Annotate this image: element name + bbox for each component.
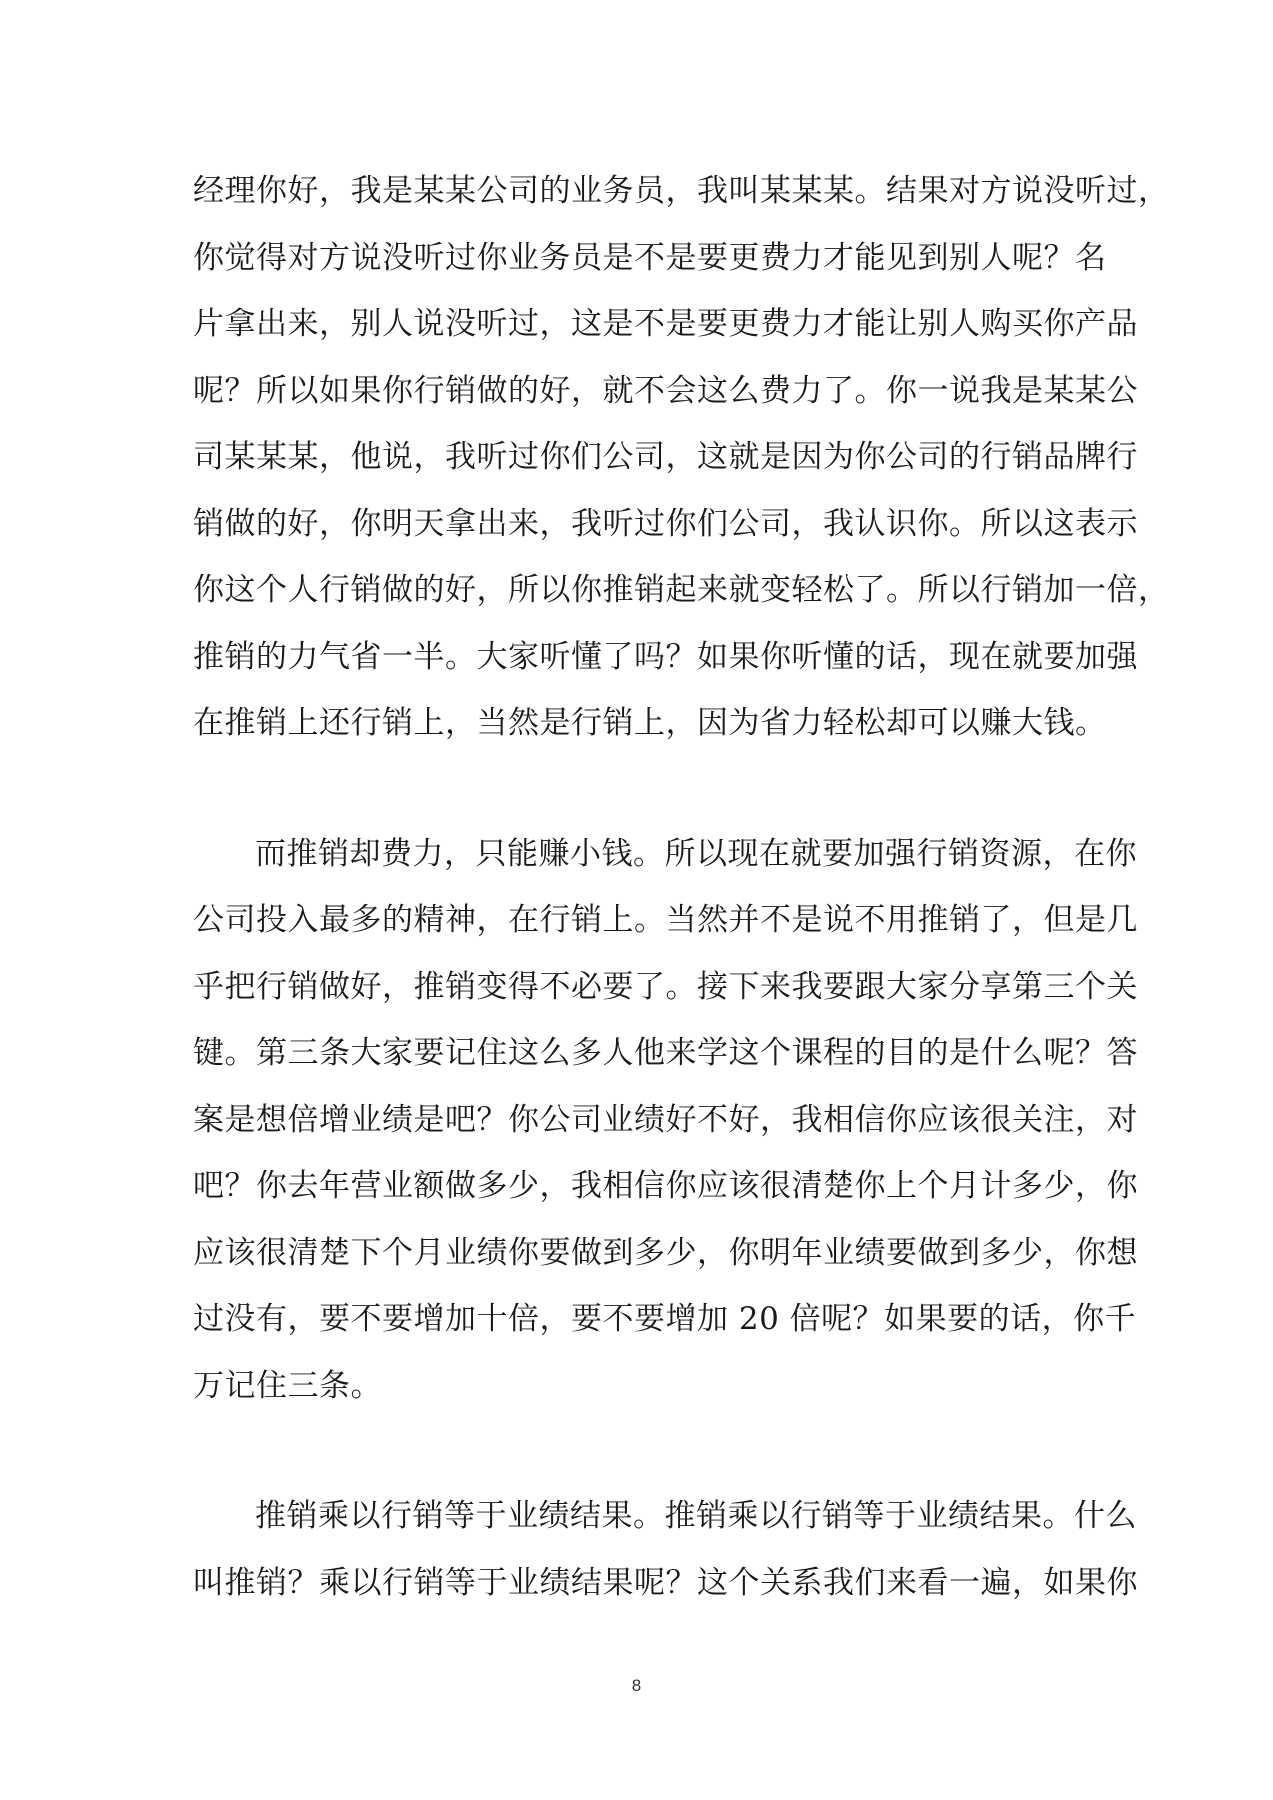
- paragraph-spacer: [193, 757, 1085, 821]
- text-line: 司某某某，他说，我听过你们公司，这就是因为你公司的行销品牌行: [193, 439, 1138, 475]
- page-number: 8: [631, 1676, 642, 1695]
- text-line: 键。第三条大家要记住这么多人他来学这个课程的目的是什么呢？答: [193, 1035, 1138, 1071]
- text-line: 而推销却费力，只能赚小钱。所以现在就要加强行销资源，在你: [255, 835, 1137, 872]
- text-line: 推销乘以行销等于业绩结果。推销乘以行销等于业绩结果。什么: [255, 1498, 1137, 1534]
- text-line: 叫推销？乘以行销等于业绩结果呢？这个关系我们来看一遍，如果你: [193, 1564, 1138, 1601]
- paragraph-1: [193, 158, 1170, 757]
- text-line: 万记住三条。: [193, 1367, 382, 1404]
- text-line: 吧？你去年营业额做多少，我相信你应该很清楚你上个月计多少，你: [193, 1168, 1138, 1204]
- text-line: 案是想倍增业绩是吧？你公司业绩好不好，我相信你应该很关注，对: [193, 1101, 1138, 1138]
- text-line: 呢？所以如果你行销做的好，就不会这么费力了。你一说我是某某公: [193, 372, 1138, 409]
- text-line: 乎把行销做好，推销变得不必要了。接下来我要跟大家分享第三个关: [193, 968, 1138, 1005]
- paragraph-2: [193, 821, 1138, 1420]
- text-line: 过没有，要不要增加十倍，要不要增加 20 倍呢？如果要的话，你千: [193, 1301, 1137, 1337]
- paragraph-3: [193, 1483, 1138, 1616]
- document-body: [193, 158, 1170, 1616]
- text-line: 销做的好，你明天拿出来，我听过你们公司，我认识你。所以这表示: [193, 505, 1138, 542]
- text-line: 在推销上还行销上，当然是行销上，因为省力轻松却可以赚大钱。: [193, 705, 1107, 741]
- text-line: 片拿出来，别人说没听过，这是不是要更费力才能让别人购买你产品: [193, 306, 1138, 342]
- text-line: 公司投入最多的精神，在行销上。当然并不是说不用推销了，但是几: [193, 902, 1138, 938]
- text-line: 应该很清楚下个月业绩你要做到多少，你明年业绩要做到多少，你想: [193, 1234, 1138, 1271]
- paragraph-spacer: [193, 1419, 1085, 1483]
- text-line: 推销的力气省一半。大家听懂了吗？如果你听懂的话，现在就要加强: [193, 638, 1138, 675]
- text-line: 经理你好，我是某某公司的业务员，我叫某某某。结果对方说没听过，: [193, 173, 1170, 209]
- text-line: 你觉得对方说没听过你业务员是不是要更费力才能见到别人呢？名: [193, 239, 1107, 276]
- text-line: 你这个人行销做的好，所以你推销起来就变轻松了。所以行销加一倍，: [193, 572, 1170, 608]
